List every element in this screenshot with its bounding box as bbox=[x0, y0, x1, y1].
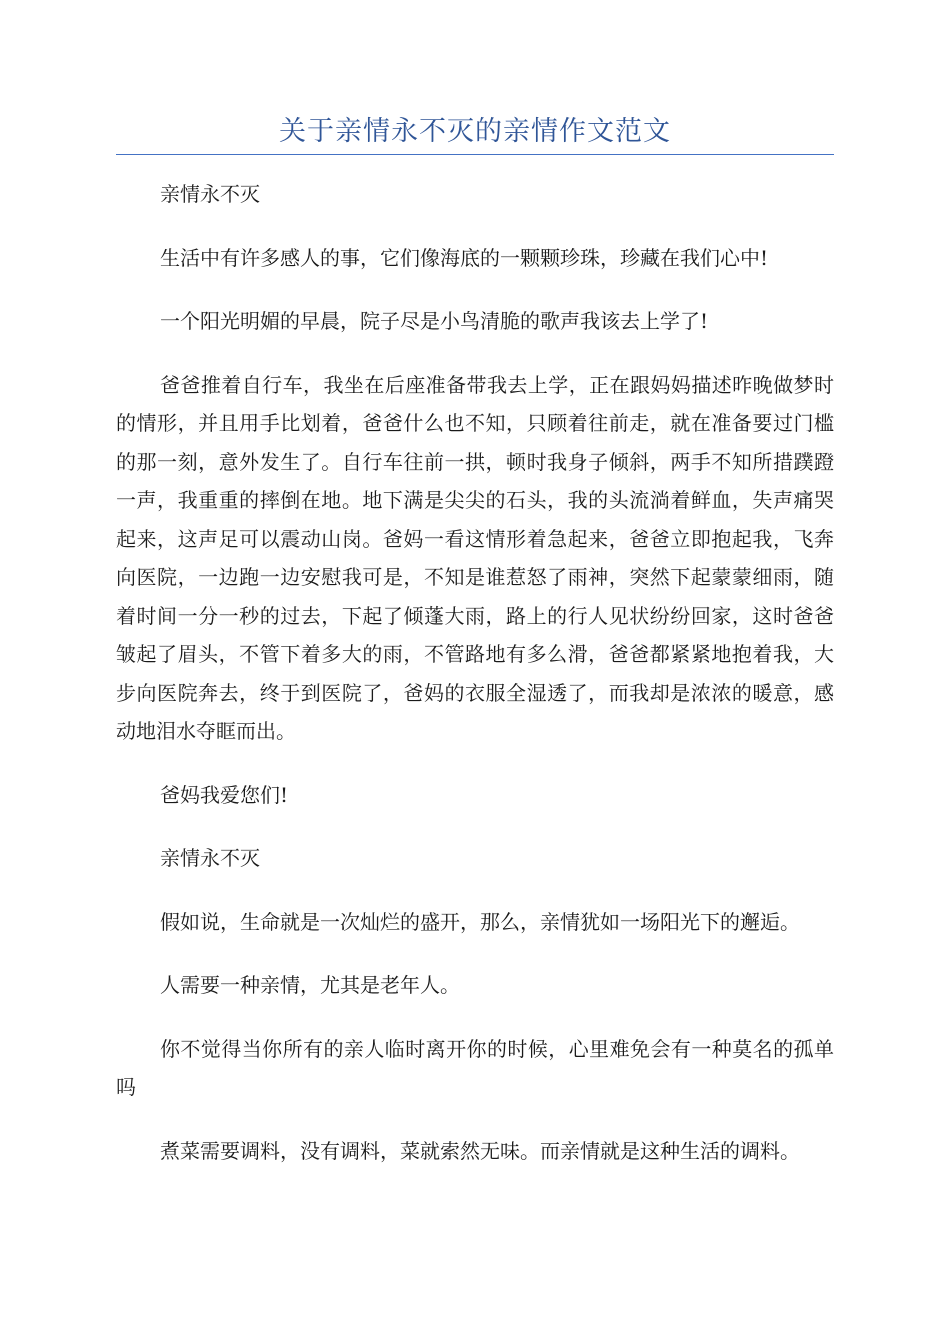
paragraph: 一个阳光明媚的早晨，院子尽是小鸟清脆的歌声我该去上学了! bbox=[160, 309, 709, 333]
paragraph: 人需要一种亲情，尤其是老年人。 bbox=[160, 973, 460, 997]
paragraph: 假如说，生命就是一次灿烂的盛开，那么，亲情犹如一场阳光下的邂逅。 bbox=[160, 909, 800, 934]
document-body bbox=[116, 175, 834, 1195]
paragraph: 你不觉得当你所有的亲人临时离开你的时候，心里难免会有一种莫名的孤单吗 bbox=[116, 1036, 834, 1099]
paragraph: 亲情永不灭 bbox=[160, 182, 260, 206]
paragraph: 爸妈我爱您们! bbox=[160, 782, 289, 807]
title-underline bbox=[116, 154, 834, 155]
document-title: 关于亲情永不灭的亲情作文范文 bbox=[279, 116, 671, 147]
paragraph: 煮菜需要调料，没有调料，菜就索然无味。而亲情就是这种生活的调料。 bbox=[160, 1138, 800, 1163]
paragraph: 生活中有许多感人的事，它们像海底的一颗颗珍珠，珍藏在我们心中! bbox=[160, 245, 769, 270]
paragraph: 亲情永不灭 bbox=[160, 846, 260, 870]
paragraph: 爸爸推着自行车，我坐在后座准备带我去上学，正在跟妈妈描述昨晚做梦时的情形，并且用手比划着，爸爸什么也不知，只顾着往前走，就在准备要过门槛的那一刻，意外发生了。自行车往前一拱，顿时我身子倾斜，两手不知所措蹼蹬一声，我重重的摔倒在地。地下满是尖尖的石头，我的头流淌着鲜血，失声痛哭起来，这声足可以震动山岗。爸妈一看这情形着急起来，爸爸立即抱起我，飞奔向医院，一边跑一边安慰我可是，不知是谁惹怒了雨神，突然下起蒙蒙细雨，随着时间一分一秒的过去，下起了倾蓬大雨，路上的行人见状纷纷回家，这时爸爸皱起了眉头，不管下着多大的雨，不管路地有多么滑，爸爸都紧紧地抱着我，大步向医院奔去，终于到医院了，爸妈的衣服全湿透了，而我却是浓浓的暖意，感动地泪水夺眶而出。 bbox=[116, 372, 834, 743]
